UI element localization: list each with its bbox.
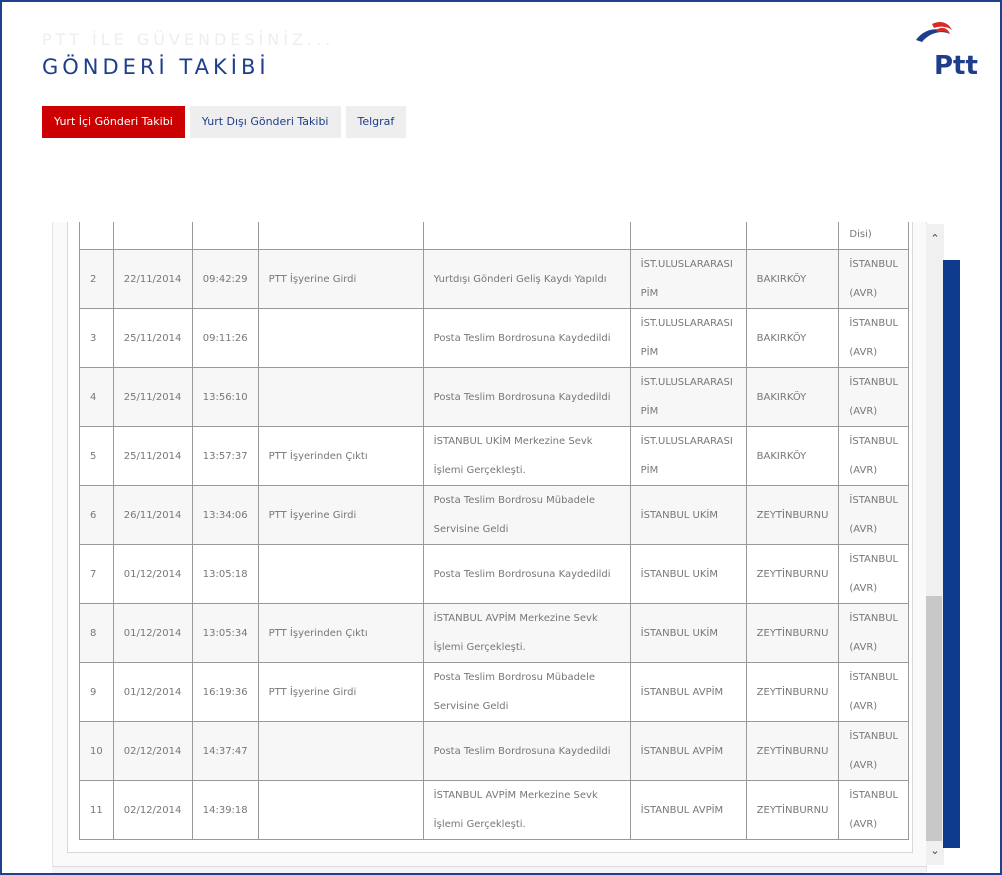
district-cell: BAKIRKÖY <box>746 368 839 427</box>
side-accent-bar <box>943 260 960 848</box>
table-row <box>80 545 909 604</box>
scroll-up-icon[interactable]: ⌃ <box>930 232 940 245</box>
location-event-cell: PTT İşyerine Girdi <box>258 486 423 545</box>
row-number-cell: 8 <box>80 604 114 663</box>
tab-domestic-tracking[interactable]: Yurt İçi Gönderi Takibi <box>42 106 185 138</box>
city-cell: İSTANBUL (AVR) <box>839 722 909 781</box>
city-cell: İSTANBUL (AVR) <box>839 309 909 368</box>
unit-cell: İSTANBUL UKİM <box>630 545 746 604</box>
event-cell: Posta Teslim Bordrosu Mübadele Servisine Geldi <box>423 663 630 722</box>
table-row <box>80 781 909 840</box>
date-cell: 25/11/2014 <box>113 309 192 368</box>
time-cell: 13:56:10 <box>192 368 258 427</box>
tab-telegraph[interactable]: Telgraf <box>346 106 407 138</box>
event-cell: Posta Teslim Bordrosuna Kaydedildi <box>423 545 630 604</box>
row-number-cell: 6 <box>80 486 114 545</box>
unit-cell: İST.ULUSLARARASI PİM <box>630 309 746 368</box>
unit-cell: İSTANBUL AVPİM <box>630 781 746 840</box>
location-event-cell: PTT İşyerine Girdi <box>258 250 423 309</box>
tab-international-tracking[interactable]: Yurt Dışı Gönderi Takibi <box>190 106 341 138</box>
slogan: PTT İLE GÜVENDESİNİZ... <box>42 30 335 49</box>
table-row <box>80 250 909 309</box>
row-number-cell: 4 <box>80 368 114 427</box>
unit-cell: İSTANBUL AVPİM <box>630 722 746 781</box>
scroll-mask <box>52 150 932 222</box>
ptt-logo <box>912 18 982 78</box>
district-cell: BAKIRKÖY <box>746 427 839 486</box>
row-number-cell: 5 <box>80 427 114 486</box>
date-cell: 01/12/2014 <box>113 663 192 722</box>
time-cell: 13:57:37 <box>192 427 258 486</box>
row-number-cell: 10 <box>80 722 114 781</box>
location-event-cell <box>258 545 423 604</box>
date-cell: 25/11/2014 <box>113 368 192 427</box>
vertical-scrollbar[interactable] <box>926 224 944 865</box>
event-cell: Posta Teslim Bordrosuna Kaydedildi <box>423 368 630 427</box>
unit-cell: İSTANBUL UKİM <box>630 604 746 663</box>
city-cell: İSTANBUL (AVR) <box>839 781 909 840</box>
date-cell: 25/11/2014 <box>113 427 192 486</box>
event-cell: Yurtdışı Gönderi Geliş Kaydı Yapıldı <box>423 250 630 309</box>
district-cell: ZEYTİNBURNU <box>746 781 839 840</box>
page-title: GÖNDERİ TAKİBİ <box>42 55 270 79</box>
district-cell: ZEYTİNBURNU <box>746 545 839 604</box>
scroll-thumb[interactable] <box>926 596 942 841</box>
event-cell: Posta Teslim Bordrosu Mübadele Servisine Geldi <box>423 486 630 545</box>
city-cell: İSTANBUL (AVR) <box>839 486 909 545</box>
event-cell: Posta Teslim Bordrosuna Kaydedildi <box>423 309 630 368</box>
row-number-cell: 9 <box>80 663 114 722</box>
unit-cell: İST.ULUSLARARASI PİM <box>630 250 746 309</box>
district-cell: ZEYTİNBURNU <box>746 604 839 663</box>
location-event-cell <box>258 309 423 368</box>
city-cell: İSTANBUL (AVR) <box>839 604 909 663</box>
time-cell: 14:37:47 <box>192 722 258 781</box>
city-cell: İSTANBUL (AVR) <box>839 545 909 604</box>
table-row <box>80 486 909 545</box>
time-cell: 09:11:26 <box>192 309 258 368</box>
city-cell: Disi) <box>839 193 909 250</box>
time-cell: 13:05:18 <box>192 545 258 604</box>
panel-bottom-edge <box>52 866 926 873</box>
city-cell: İSTANBUL (AVR) <box>839 368 909 427</box>
date-cell: 02/12/2014 <box>113 722 192 781</box>
location-event-cell: PTT İşyerinden Çıktı <box>258 427 423 486</box>
event-cell: İSTANBUL UKİM Merkezine Sevk İşlemi Gerçekleşti. <box>423 427 630 486</box>
date-cell: 26/11/2014 <box>113 486 192 545</box>
city-cell: İSTANBUL (AVR) <box>839 250 909 309</box>
location-event-cell: PTT İşyerine Girdi <box>258 663 423 722</box>
date-cell: 01/12/2014 <box>113 604 192 663</box>
district-cell: ZEYTİNBURNU <box>746 663 839 722</box>
event-cell: İSTANBUL AVPİM Merkezine Sevk İşlemi Gerçekleşti. <box>423 781 630 840</box>
row-number-cell: 7 <box>80 545 114 604</box>
time-cell: 14:39:18 <box>192 781 258 840</box>
table-row <box>80 309 909 368</box>
time-cell: 13:34:06 <box>192 486 258 545</box>
row-number-cell: 2 <box>80 250 114 309</box>
date-cell: 02/12/2014 <box>113 781 192 840</box>
event-cell: İSTANBUL AVPİM Merkezine Sevk İşlemi Gerçekleşti. <box>423 604 630 663</box>
district-cell: ZEYTİNBURNU <box>746 722 839 781</box>
table-row <box>80 427 909 486</box>
logo-text: Ptt <box>934 51 978 78</box>
unit-cell: İST.ULUSLARARASI PİM <box>630 368 746 427</box>
time-cell: 13:05:34 <box>192 604 258 663</box>
district-cell: BAKIRKÖY <box>746 309 839 368</box>
location-event-cell <box>258 781 423 840</box>
district-cell: BAKIRKÖY <box>746 250 839 309</box>
table-row <box>80 604 909 663</box>
location-event-cell <box>258 368 423 427</box>
city-cell: İSTANBUL (AVR) <box>839 427 909 486</box>
date-cell: 22/11/2014 <box>113 250 192 309</box>
table-row <box>80 663 909 722</box>
time-cell: 09:42:29 <box>192 250 258 309</box>
table-row <box>80 722 909 781</box>
scroll-down-icon[interactable]: ⌄ <box>930 844 940 857</box>
date-cell: 01/12/2014 <box>113 545 192 604</box>
event-cell: Posta Teslim Bordrosuna Kaydedildi <box>423 722 630 781</box>
table-row <box>80 368 909 427</box>
location-event-cell: PTT İşyerinden Çıktı <box>258 604 423 663</box>
city-cell: İSTANBUL (AVR) <box>839 663 909 722</box>
tab-bar <box>42 106 406 138</box>
row-number-cell: 11 <box>80 781 114 840</box>
district-cell: ZEYTİNBURNU <box>746 486 839 545</box>
row-number-cell: 3 <box>80 309 114 368</box>
tracking-table <box>79 192 909 840</box>
unit-cell: İSTANBUL AVPİM <box>630 663 746 722</box>
time-cell: 16:19:36 <box>192 663 258 722</box>
location-event-cell <box>258 722 423 781</box>
unit-cell: İSTANBUL UKİM <box>630 486 746 545</box>
unit-cell: İST.ULUSLARARASI PİM <box>630 427 746 486</box>
